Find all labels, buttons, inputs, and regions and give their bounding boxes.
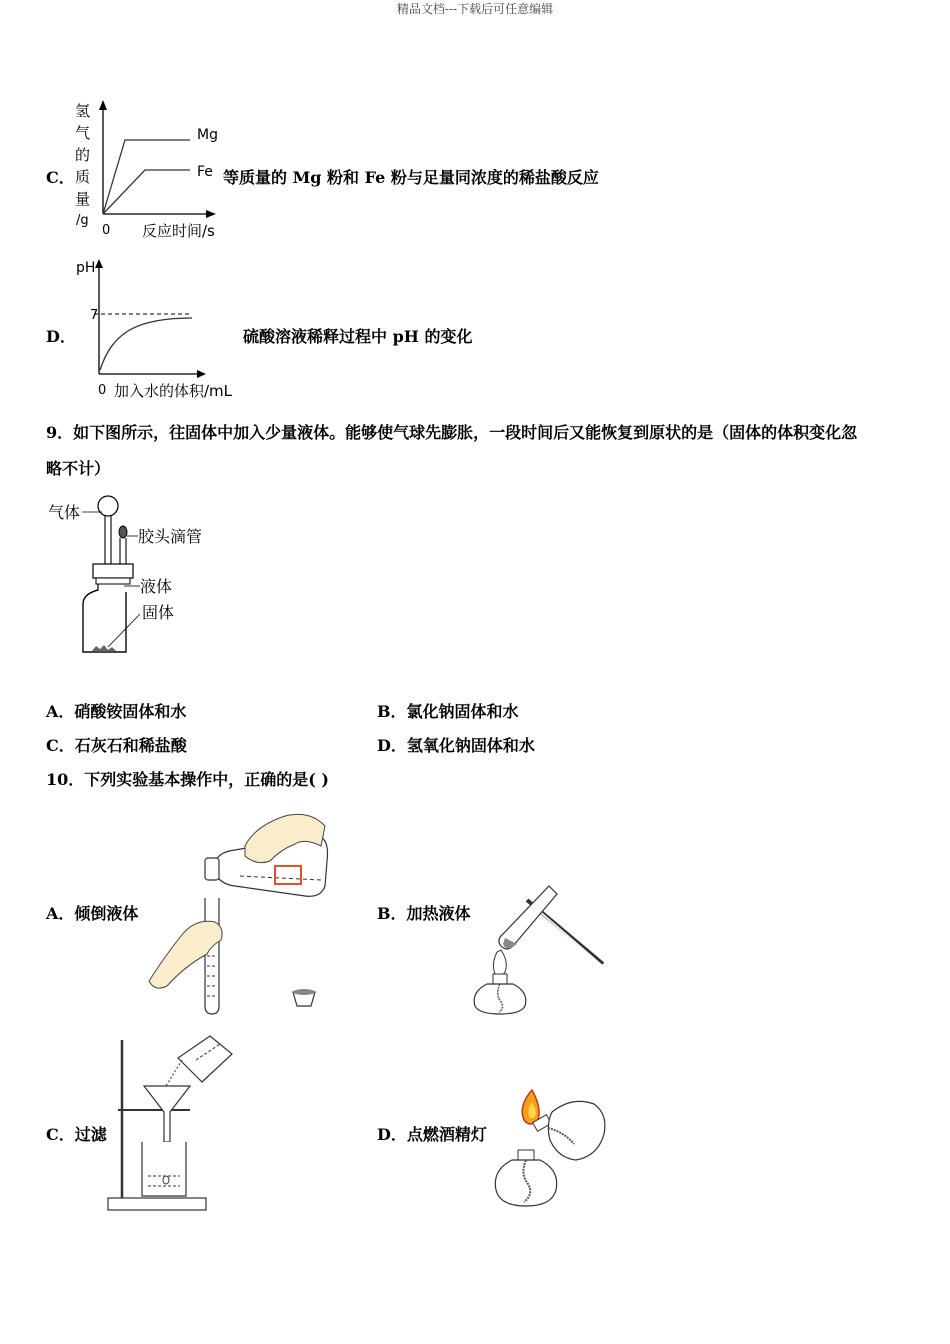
page-header: 精品文档---下载后可任意编辑 xyxy=(396,2,554,16)
dropper-label: 胶头滴管 xyxy=(138,527,203,546)
option-text: 过滤 xyxy=(74,1125,107,1144)
iron-stand-base xyxy=(108,1198,206,1210)
ph-curve xyxy=(100,318,192,370)
fe-line xyxy=(103,170,190,214)
option-text: 石灰石和稀盐酸 xyxy=(74,736,187,755)
balloon-bottle-apparatus xyxy=(46,492,226,662)
option-letter: C． xyxy=(46,736,75,755)
y-axis-char: 的 xyxy=(75,146,91,164)
y-axis-char: 质 xyxy=(75,168,91,186)
q9-option-d[interactable] xyxy=(377,733,535,756)
solid-pile xyxy=(92,645,116,651)
q10-option-d[interactable] xyxy=(377,1122,487,1145)
pouring-beaker xyxy=(178,1036,232,1082)
option-letter: B． xyxy=(377,702,407,721)
option-letter: C． xyxy=(46,1125,75,1144)
option-letter: A． xyxy=(46,904,75,923)
filtration-illustration xyxy=(104,1030,244,1215)
mg-fe-hydrogen-graph xyxy=(70,98,230,243)
balloon xyxy=(98,496,118,516)
origin-label: 0 xyxy=(102,223,111,238)
y-axis-char: 氢 xyxy=(75,102,91,120)
flame xyxy=(493,950,506,976)
ph-dilution-graph xyxy=(74,256,254,401)
q9-stem-line2: 略不计） xyxy=(46,459,111,478)
funnel xyxy=(144,1086,190,1142)
y-axis-unit: /g xyxy=(76,213,89,228)
option-text: 氯化钠固体和水 xyxy=(406,702,519,721)
mg-label: Mg xyxy=(197,127,218,143)
mg-line xyxy=(103,140,190,214)
option-letter: A． xyxy=(46,702,75,721)
q9-option-b[interactable] xyxy=(377,699,519,722)
q10-option-b[interactable] xyxy=(377,901,471,924)
gas-label: 气体 xyxy=(48,503,81,522)
fe-label: Fe xyxy=(197,164,213,180)
y-axis-char: 气 xyxy=(75,124,91,142)
origin-label: 0 xyxy=(98,383,107,398)
option-d-letter: D． xyxy=(46,327,76,346)
option-c-letter: C． xyxy=(46,168,75,187)
q10-stem: 10．下列实验基本操作中，正确的是( ) xyxy=(46,770,329,789)
x-axis-label: 反应时间/s xyxy=(142,222,215,240)
stopper xyxy=(93,564,133,578)
q10-option-a[interactable] xyxy=(46,901,138,924)
option-c-description: 等质量的 Mg 粉和 Fe 粉与足量同浓度的稀盐酸反应 xyxy=(223,168,599,187)
liquid-label: 液体 xyxy=(140,577,173,596)
option-letter: D． xyxy=(377,1125,407,1144)
q10-option-c[interactable] xyxy=(46,1122,107,1145)
option-letter: D． xyxy=(377,736,407,755)
solid-label: 固体 xyxy=(142,603,175,622)
x-axis-label: 加入水的体积/mL xyxy=(114,382,233,400)
heating-liquid-illustration xyxy=(465,878,610,1020)
q9-option-c[interactable] xyxy=(46,733,187,756)
option-text: 氢氧化钠固体和水 xyxy=(406,736,535,755)
option-text: 加热液体 xyxy=(406,904,471,923)
tick-7-label: 7 xyxy=(90,308,99,323)
lighting-alcohol-lamp-illustration xyxy=(488,1084,613,1214)
q9-option-a[interactable] xyxy=(46,699,186,722)
option-text: 倾倒液体 xyxy=(74,904,139,923)
option-text: 点燃酒精灯 xyxy=(406,1125,487,1144)
receiving-beaker xyxy=(142,1142,186,1196)
y-axis-label: pH xyxy=(76,260,96,276)
bottle xyxy=(83,584,126,652)
dropper-bulb xyxy=(119,526,127,538)
option-d-description: 硫酸溶液稀释过程中 pH 的变化 xyxy=(243,327,473,346)
pouring-liquid-illustration xyxy=(145,806,335,1018)
q9-stem-line1: 9．如下图所示，往固体中加入少量液体。能够使气球先膨胀，一段时间后又能恢复到原状的是（固体的体积变化忽 xyxy=(46,423,858,442)
y-axis-char: 量 xyxy=(75,190,91,208)
option-text: 硝酸铵固体和水 xyxy=(74,702,187,721)
option-letter: B． xyxy=(377,904,407,923)
